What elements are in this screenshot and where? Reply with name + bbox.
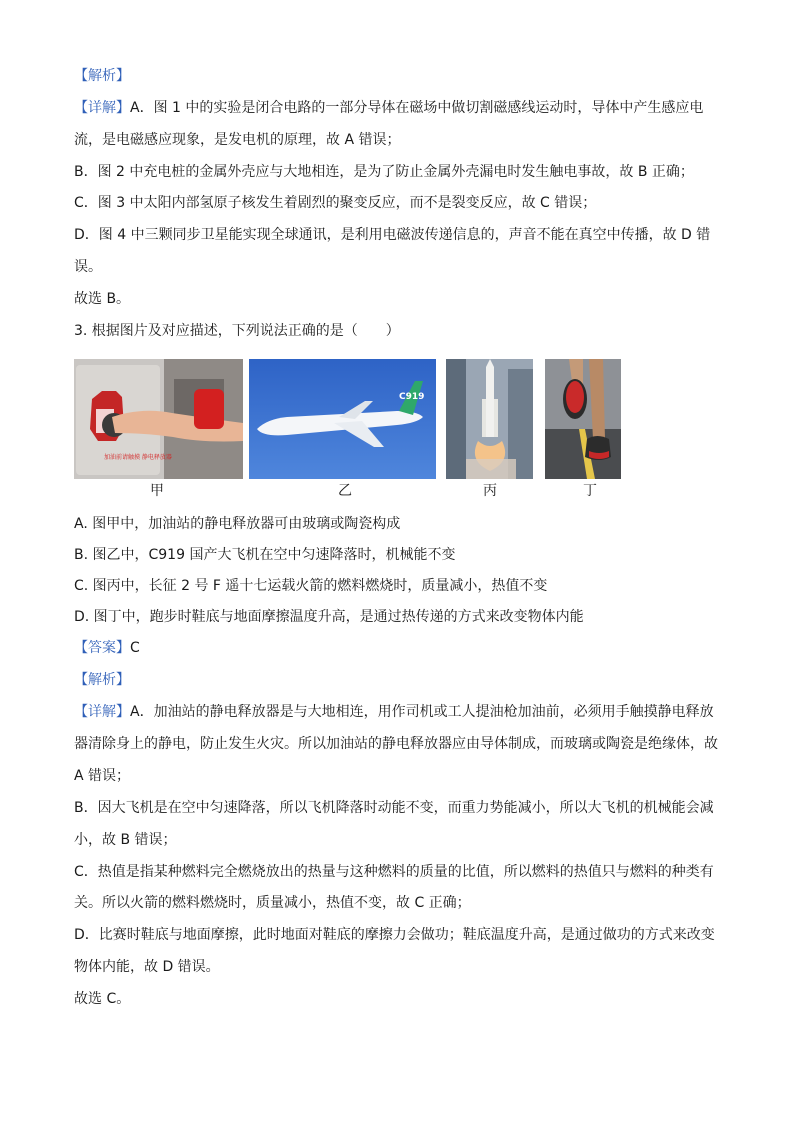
detail-a-line2: 流，是电磁感应现象，是发电机的原理，故 A 错误； xyxy=(74,132,401,148)
caption-bing: 丙 xyxy=(483,483,497,499)
detail-tag-2: 【详解】 xyxy=(74,704,130,720)
detail2-a-text: A．加油站的静电释放器是与大地相连，用作司机或工人提油枪加油前，必须用手触摸静电释放 xyxy=(130,704,714,720)
option-c: C. 图丙中，长征 2 号 F 遥十七运载火箭的燃料燃烧时，质量减小，热值不变 xyxy=(74,578,548,594)
caption-jia: 甲 xyxy=(150,483,164,499)
answer-tag: 【答案】 xyxy=(74,640,130,656)
detail2-b-line1: B．因大飞机是在空中匀速降落，所以飞机降落时动能不变，而重力势能减小，所以大飞机的机械能会减 xyxy=(74,800,714,816)
option-d: D. 图丁中，跑步时鞋底与地面摩擦温度升高，是通过热传递的方式来改变物体内能 xyxy=(74,609,584,625)
discharger-warning-text: 加油前请触摸 静电释放器 xyxy=(104,454,172,461)
c919-tail-text: C919 xyxy=(399,392,425,402)
detail2-c-line1: C．热值是指某种燃料完全燃烧放出的热量与这种燃料的质量的比值，所以燃料的热值只与燃料的种类有 xyxy=(74,864,714,880)
answer-line xyxy=(74,639,724,657)
detail-d-line1: D．图 4 中三颗同步卫星能实现全球通讯，是利用电磁波传递信息的，声音不能在真空中传播，故 D 错 xyxy=(74,227,711,243)
detail-c: C．图 3 中太阳内部氢原子核发生着剧烈的聚变反应，而不是裂变反应，故 C 错误； xyxy=(74,195,597,211)
picture-static-discharger xyxy=(74,359,243,479)
detail2-a-line1 xyxy=(74,703,724,721)
answer-value: C xyxy=(130,640,140,656)
detail2-d-line2: 物体内能，故 D 错误。 xyxy=(74,959,220,975)
detail-a-line1 xyxy=(74,99,724,117)
conclusion: 故选 B。 xyxy=(74,291,131,307)
picture-rocket-launch xyxy=(446,359,533,479)
analysis-header: 【解析】 xyxy=(74,68,130,84)
conclusion-2: 故选 C。 xyxy=(74,991,131,1007)
caption-yi: 乙 xyxy=(338,483,352,499)
detail-b: B．图 2 中充电桩的金属外壳应与大地相连，是为了防止金属外壳漏电时发生触电事故，故 B 正确； xyxy=(74,164,694,180)
detail2-c-line2: 关。所以火箭的燃料燃烧时，质量减小，热值不变，故 C 正确； xyxy=(74,895,471,911)
detail-tag: 【详解】 xyxy=(74,100,130,116)
analysis-header-2: 【解析】 xyxy=(74,672,130,688)
option-a: A. 图甲中，加油站的静电释放器可由玻璃或陶瓷构成 xyxy=(74,516,401,532)
rocket-illustration xyxy=(446,359,533,479)
running-shoes-illustration xyxy=(545,359,621,479)
c919-illustration xyxy=(249,359,436,479)
detail-d-line2: 误。 xyxy=(74,259,102,275)
detail-a-text: A．图 1 中的实验是闭合电路的一部分导体在磁场中做切割磁感线运动时，导体中产生感应电 xyxy=(130,100,704,116)
picture-c919-aircraft xyxy=(249,359,436,479)
option-b: B. 图乙中，C919 国产大飞机在空中匀速降落时，机械能不变 xyxy=(74,547,456,563)
question-stem: 3. 根据图片及对应描述，下列说法正确的是（ ） xyxy=(74,323,400,339)
detail2-a-line3: A 错误； xyxy=(74,768,131,784)
picture-running-shoes xyxy=(545,359,621,479)
detail2-b-line2: 小，故 B 错误； xyxy=(74,832,177,848)
detail2-d-line1: D．比赛时鞋底与地面摩擦，此时地面对鞋底的摩擦力会做功；鞋底温度升高，是通过做功的方式来改变 xyxy=(74,927,715,943)
caption-ding: 丁 xyxy=(583,483,597,499)
detail2-a-line2: 器清除身上的静电，防止发生火灾。所以加油站的静电释放器应由导体制成，而玻璃或陶瓷是绝缘体，故 xyxy=(74,736,718,752)
static-discharger-illustration xyxy=(74,359,243,479)
